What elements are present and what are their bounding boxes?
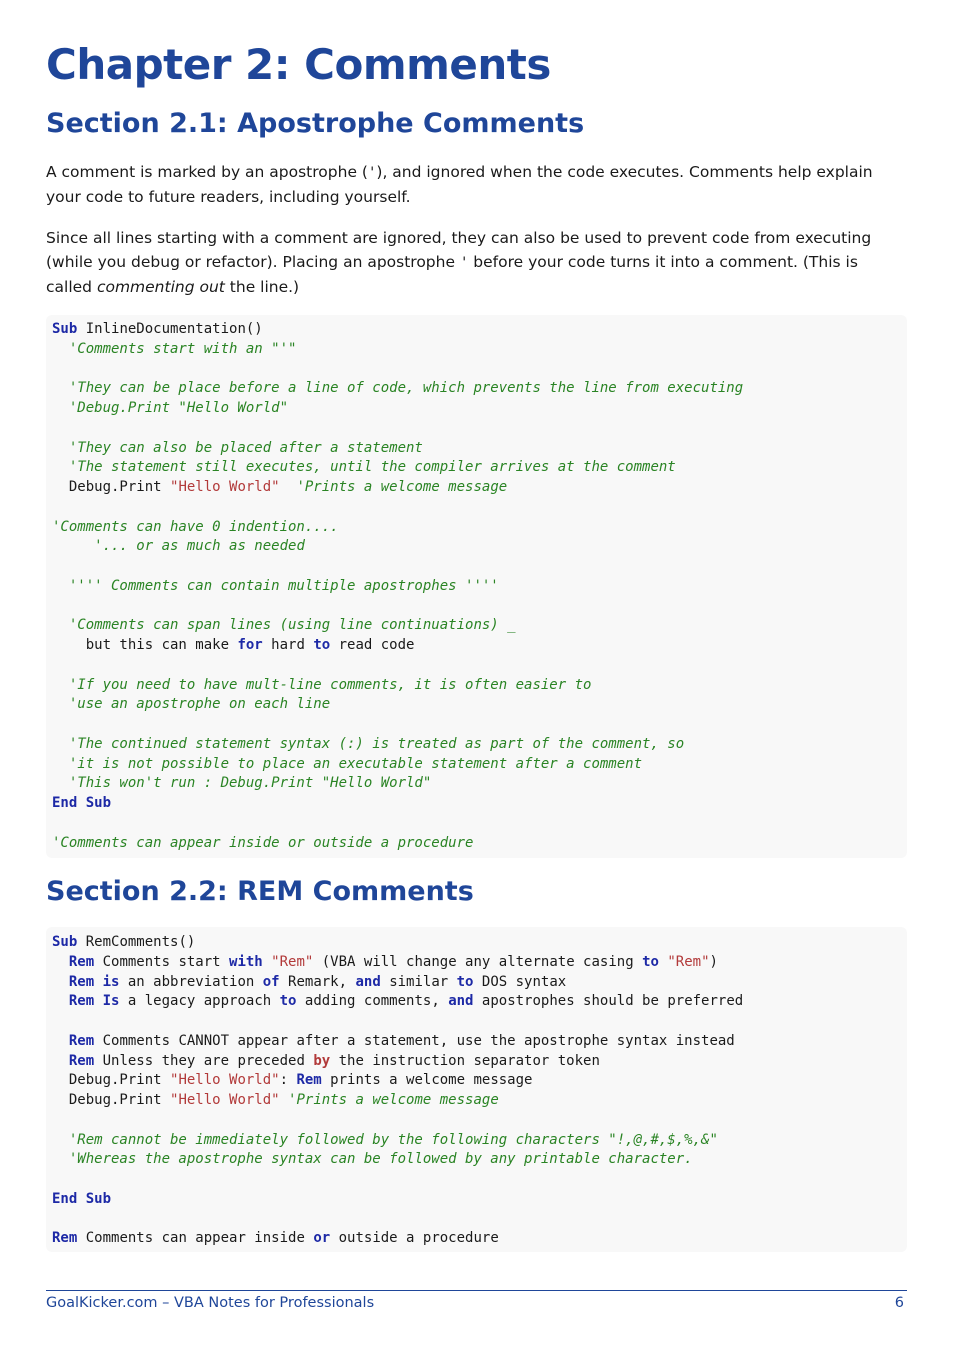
code-token: to [456, 973, 474, 990]
code-token: Rem [52, 1230, 78, 1247]
code-line [52, 814, 907, 834]
code-token [52, 677, 69, 693]
code-token: the instruction separator token [330, 1052, 600, 1069]
code-token: 'Prints a welcome message [296, 479, 508, 495]
code-token: and [448, 993, 474, 1010]
code-line [52, 774, 907, 794]
code-token: "Hello World" [170, 1072, 280, 1089]
code-line [52, 1150, 907, 1170]
code-token [263, 954, 271, 970]
code-line [52, 518, 907, 538]
section-title-apostrophe: Section 2.1: Apostrophe Comments [46, 108, 585, 139]
code-token: "Hello World" [170, 1092, 280, 1108]
code-token: to [642, 953, 659, 970]
code-token [52, 696, 69, 712]
code-token [94, 974, 102, 990]
code-token: DOS syntax [473, 973, 567, 990]
code-token: similar [380, 973, 457, 990]
code-line [52, 439, 907, 459]
emphasis-commenting-out: commenting out [96, 278, 225, 296]
code-token [52, 538, 94, 554]
code-line [52, 1012, 907, 1032]
code-token: Debug.Print [52, 479, 171, 495]
code-line [52, 735, 907, 755]
code-token [52, 954, 69, 970]
code-token [52, 440, 69, 456]
code-line [52, 1111, 907, 1131]
code-token: is [102, 973, 120, 990]
code-token [52, 1151, 69, 1167]
inline-code-apostrophe: ' [367, 165, 377, 181]
section-title-rem: Section 2.2: REM Comments [46, 876, 474, 907]
code-token: Remark, [279, 973, 356, 990]
code-line [52, 834, 907, 854]
code-token: 'They can be place before a line of code, which prevents the line from executing [68, 380, 744, 397]
code-line [52, 1032, 907, 1052]
code-line [52, 992, 907, 1012]
code-token: (VBA will change any alternate casing [313, 953, 643, 970]
code-token: Is [102, 993, 120, 1010]
code-line [52, 399, 907, 419]
code-token: 'Comments can appear inside or outside a procedure [52, 834, 474, 851]
code-token: ) [709, 953, 718, 970]
code-token: of [262, 973, 280, 990]
code-block-inline-documentation [46, 315, 907, 858]
code-token: Debug.Print [52, 1092, 171, 1108]
code-token: Rem [68, 993, 95, 1010]
code-line [52, 597, 907, 617]
footer-divider [46, 1290, 907, 1291]
code-token: 'Comments can have 0 indention.... [52, 518, 339, 535]
code-token: outside a procedure [330, 1230, 499, 1247]
code-token: End Sub [52, 1190, 112, 1207]
code-line [52, 537, 907, 557]
code-line [52, 933, 907, 953]
code-token: or [313, 1230, 331, 1247]
code-line [52, 1052, 907, 1072]
code-token: 'Rem cannot be immediately followed by the following characters "!,@,#,$,%,&" [68, 1131, 718, 1148]
code-token: read code [330, 637, 415, 653]
code-token: by [313, 1052, 331, 1069]
footer-page-number: 6 [894, 1295, 904, 1311]
code-token: Rem [68, 953, 95, 970]
code-token: an abbreviation [119, 973, 263, 990]
code-token: to [313, 637, 331, 653]
code-line [52, 1091, 907, 1111]
footer-site-title: GoalKicker.com – VBA Notes for Professionals [46, 1295, 375, 1311]
code-token: Comments start [94, 953, 230, 970]
code-token [94, 993, 102, 1009]
code-token: to [279, 993, 297, 1010]
inline-code-apostrophe: ' [459, 255, 469, 271]
code-token [52, 974, 69, 990]
code-token: but this can make [52, 637, 238, 653]
paragraph-commenting-out: Since all lines starting with a comment are ignored, they can also be used to prevent code from executing (while you debug or refactor). Placing an apostrophe ' before your code turns it into a comment. (This is called commenting out the line.) [46, 229, 872, 296]
code-token: InlineDocumentation() [77, 321, 263, 337]
code-token: Rem [296, 1072, 322, 1089]
code-line [52, 340, 907, 360]
code-token [280, 479, 297, 495]
code-token: 'use an apostrophe on each line [68, 696, 331, 713]
paragraph-comment-intro: A comment is marked by an apostrophe ('), and ignored when the code executes. Comments help explain your code to future readers, including yourself. [46, 163, 873, 206]
code-token: 'The continued statement syntax (:) is treated as part of the comment, so [68, 735, 685, 752]
code-line [52, 695, 907, 715]
code-token: for [237, 637, 263, 653]
code-token: Comments CANNOT appear after a statement, use the apostrophe syntax instead [94, 1032, 735, 1049]
code-line [52, 498, 907, 518]
code-token: "Rem" [271, 953, 314, 970]
code-token: Rem [68, 1052, 95, 1069]
code-token [52, 1132, 69, 1148]
code-token: RemComments() [77, 934, 196, 950]
code-line [52, 755, 907, 775]
code-token: 'Prints a welcome message [288, 1092, 499, 1108]
code-token: End Sub [52, 795, 112, 811]
code-token: a legacy approach [119, 993, 280, 1010]
code-token: 'Whereas the apostrophe syntax can be followed by any printable character. [68, 1151, 693, 1168]
code-line [52, 320, 907, 340]
code-token: 'Comments can span lines (using line continuations) _ [68, 617, 516, 634]
code-token [52, 736, 69, 752]
code-line [52, 1071, 907, 1091]
code-line [52, 1170, 907, 1190]
code-line [52, 577, 907, 597]
code-line [52, 1210, 907, 1230]
code-token: 'it is not possible to place an executable statement after a comment [68, 755, 643, 772]
code-token: Comments can appear inside [77, 1230, 314, 1247]
code-token [52, 459, 69, 475]
code-token: Debug.Print [52, 1072, 171, 1089]
code-token: '... or as much as needed [94, 538, 305, 555]
code-token: with [229, 953, 263, 970]
code-token: "Rem" [667, 953, 710, 970]
code-token [280, 1092, 288, 1108]
code-token: Unless they are preceded [94, 1052, 314, 1069]
code-line [52, 636, 907, 656]
code-token [52, 993, 69, 1009]
code-token: 'The statement still executes, until the compiler arrives at the comment [68, 459, 676, 476]
code-token: '''' Comments can contain multiple apostrophes '''' [68, 577, 499, 594]
code-line [52, 419, 907, 439]
chapter-title: Chapter 2: Comments [46, 40, 551, 89]
code-token: Sub [52, 934, 78, 950]
code-token [52, 341, 69, 357]
code-token [52, 617, 69, 633]
code-token: 'They can also be placed after a statement [68, 439, 423, 456]
code-line [52, 676, 907, 696]
code-token: "Hello World" [170, 479, 280, 495]
code-line [52, 1190, 907, 1210]
code-line [52, 1229, 907, 1249]
code-line [52, 616, 907, 636]
code-token [52, 1033, 69, 1049]
code-token: 'Debug.Print "Hello World" [68, 400, 289, 416]
code-token: Sub [52, 321, 78, 337]
code-token: prints a welcome message [321, 1072, 533, 1089]
code-line [52, 794, 907, 814]
code-line [52, 1131, 907, 1151]
code-line [52, 458, 907, 478]
code-line [52, 973, 907, 993]
code-token: : [279, 1072, 297, 1089]
code-token: Rem [68, 1032, 95, 1049]
code-token [52, 756, 69, 772]
code-token [52, 1053, 69, 1069]
code-token: and [355, 973, 381, 990]
code-line [52, 360, 907, 380]
code-token: 'Comments start with an "'" [68, 340, 297, 357]
code-token: 'If you need to have mult-line comments, it is often easier to [68, 676, 592, 693]
code-token: apostrophes should be preferred [473, 993, 744, 1010]
code-line [52, 656, 907, 676]
code-token [52, 578, 69, 594]
code-token [52, 775, 69, 791]
code-token [52, 380, 69, 396]
code-block-rem-comments [46, 927, 907, 1252]
code-token [52, 400, 69, 416]
code-line [52, 557, 907, 577]
code-token: hard [262, 637, 314, 653]
code-line [52, 953, 907, 973]
code-line [52, 379, 907, 399]
code-token: 'This won't run : Debug.Print "Hello World" [68, 775, 432, 792]
code-line [52, 715, 907, 735]
code-token: Rem [68, 973, 95, 990]
code-token: adding comments, [296, 993, 449, 1010]
code-line [52, 478, 907, 498]
